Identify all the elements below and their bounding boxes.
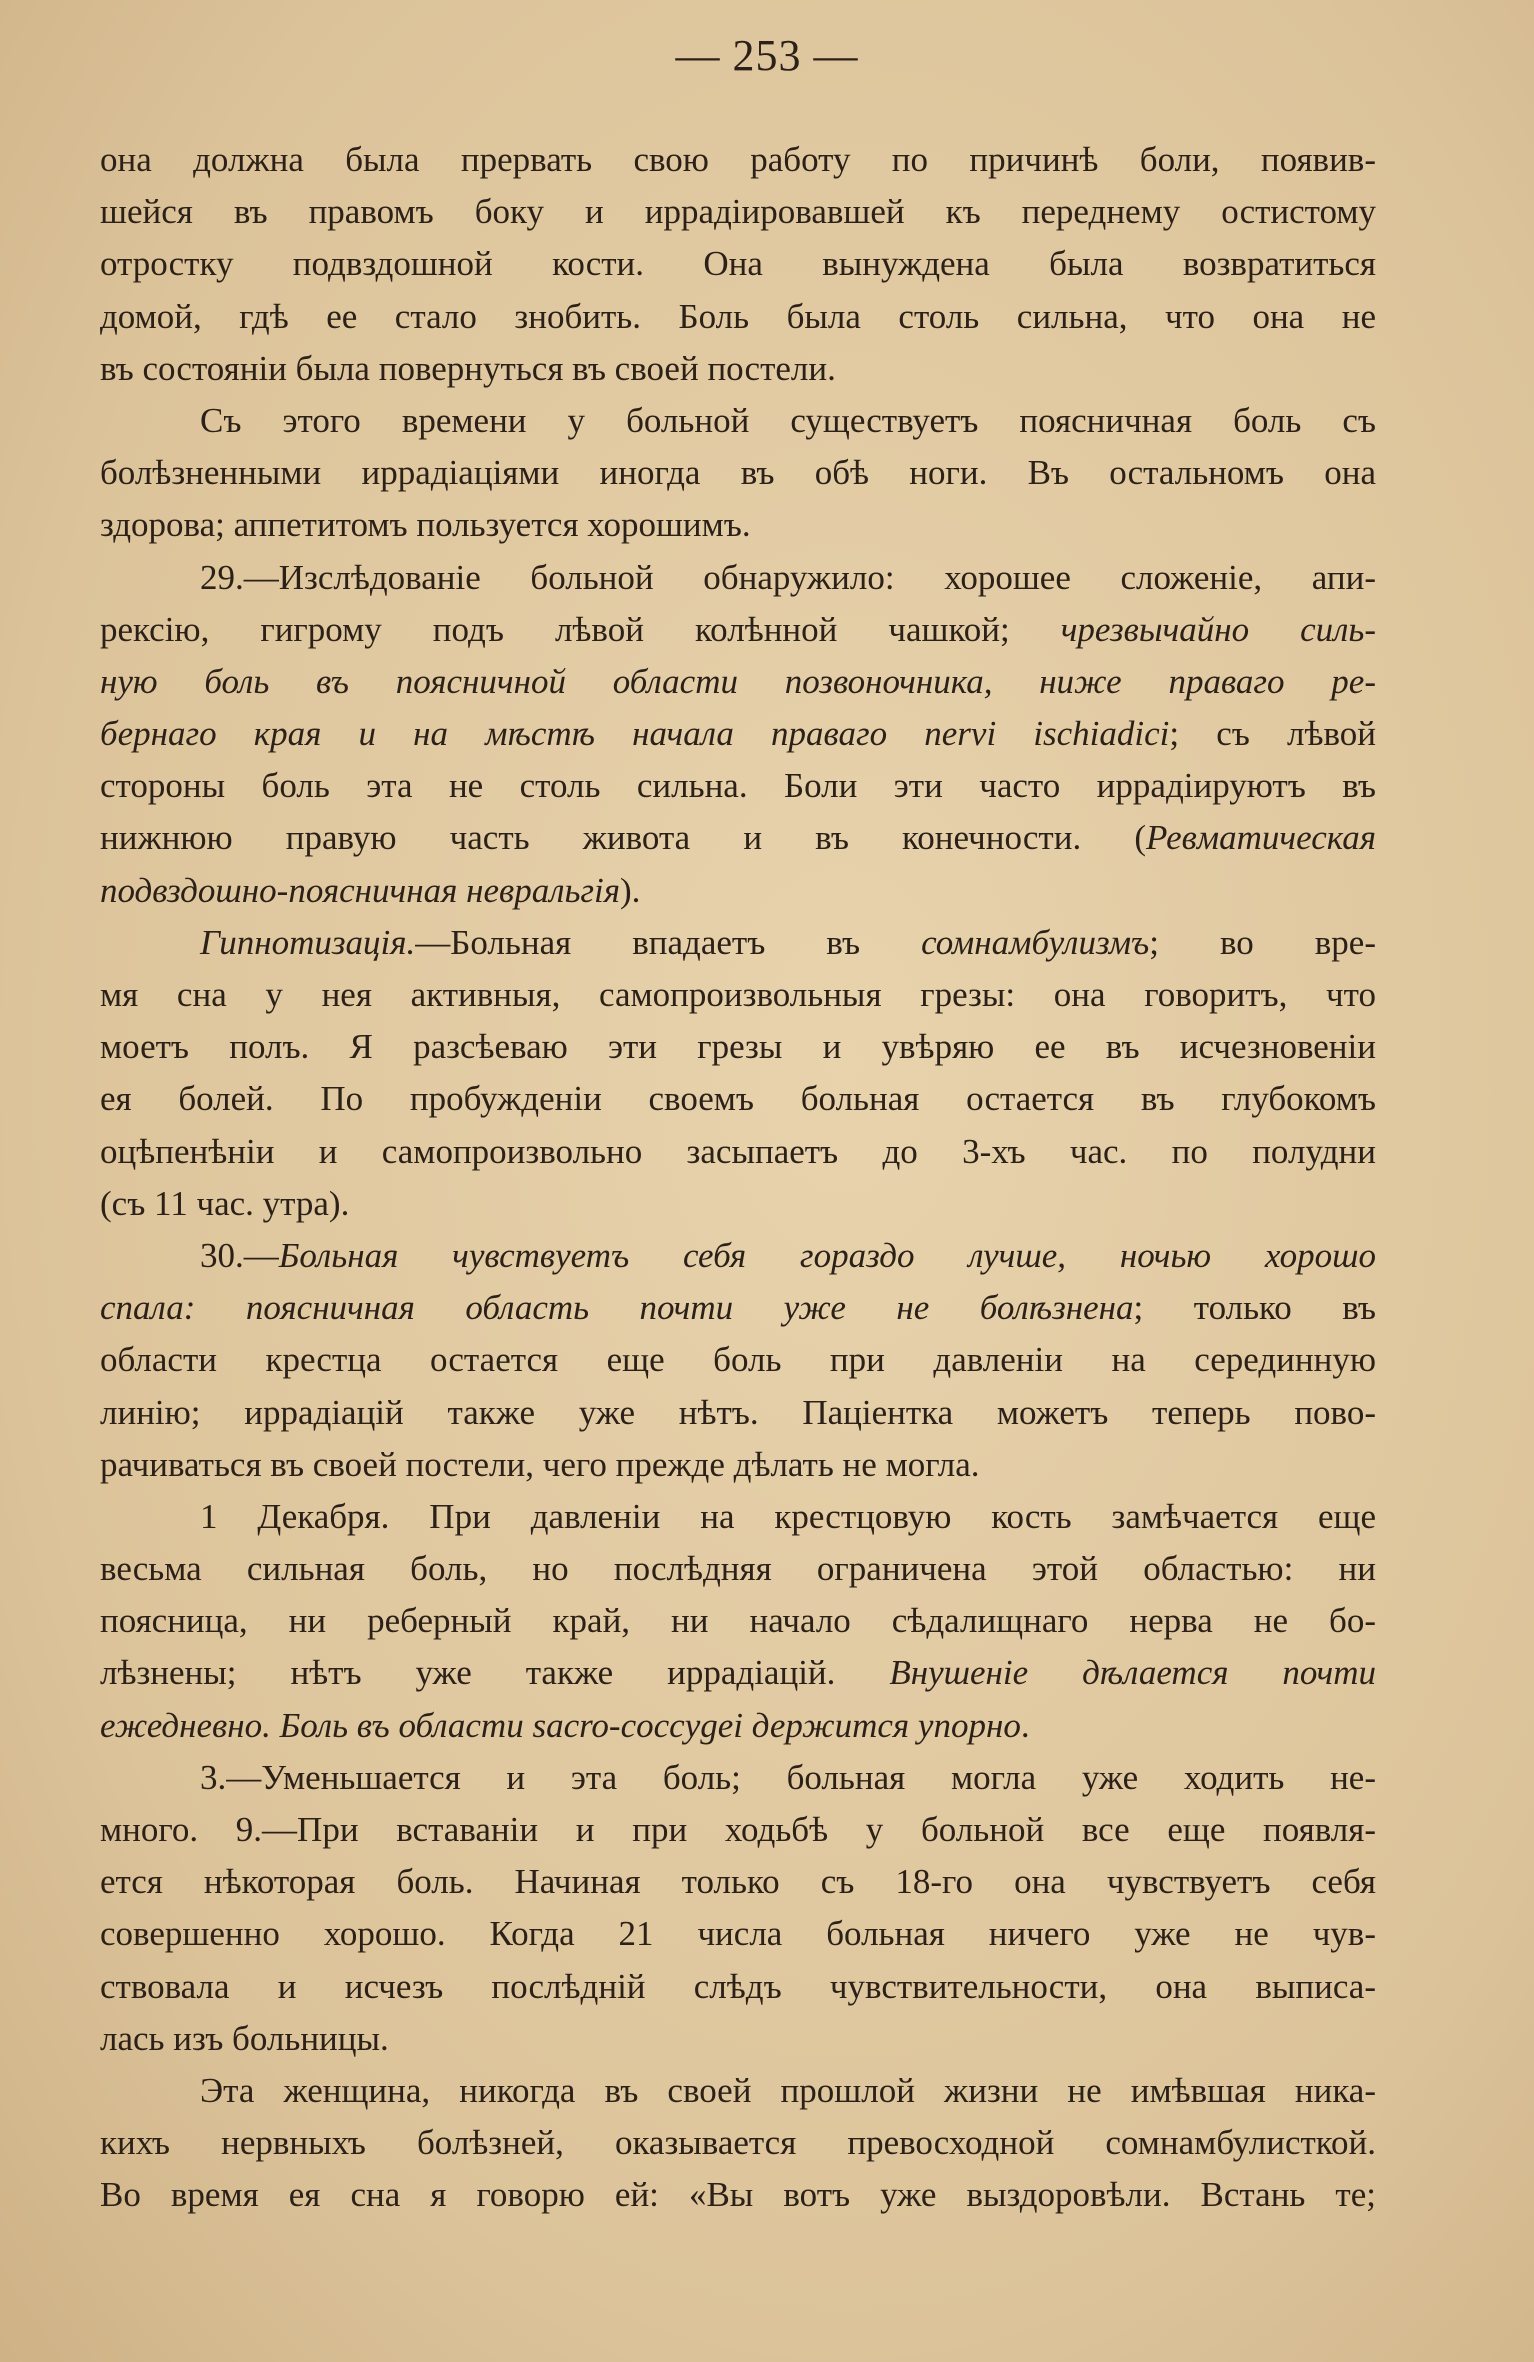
text-segment: ствовала и исчезъ послѣдній слѣдъ чувствительности, она выписа- (100, 1966, 1376, 2006)
text-segment: лась изъ больницы. (100, 2018, 389, 2058)
text-line (100, 1334, 1376, 1386)
text-segment: здорова; аппетитомъ пользуется хорошимъ. (100, 505, 751, 545)
text-line (100, 186, 1376, 238)
text-segment: домой, гдѣ ее стало знобить. Боль была столь сильна, что она не (100, 296, 1376, 336)
text-segment: (съ 11 час. утра). (100, 1183, 350, 1223)
italic-text: подвздошно-поясничная невральгія (100, 870, 621, 910)
text-line (100, 2117, 1376, 2169)
text-line (100, 499, 1376, 551)
text-line (100, 1543, 1376, 1595)
text-segment: ; только въ (1133, 1288, 1376, 1328)
text-line (100, 1491, 1376, 1543)
text-segment: —Больная впадаетъ въ (415, 922, 922, 962)
text-line (100, 552, 1376, 604)
italic-text: Больная чувствуетъ себя гораздо лучше, ночью хорошо (278, 1235, 1376, 1275)
text-segment: линію; иррадіацій также уже нѣтъ. Паціентка можетъ теперь пово- (100, 1392, 1376, 1432)
italic-text: Внушеніе дѣлается почти (889, 1653, 1376, 1693)
text-segment: много. 9.—При вставаніи и при ходьбѣ у больной все еще появля- (100, 1810, 1376, 1849)
italic-text: бернаго края и на мѣстѣ начала праваго nervi ischiadici (100, 714, 1170, 754)
italic-text: Ревматическая (1145, 818, 1376, 858)
text-segment: ется нѣкоторая боль. Начиная только съ 18-го она чувствуетъ себя (100, 1862, 1376, 1902)
text-line (100, 1230, 1376, 1282)
text-line (100, 1126, 1376, 1178)
text-line (100, 1439, 1376, 1491)
text-line (100, 395, 1376, 447)
text-line (100, 604, 1376, 656)
text-segment: нижнюю правую часть живота и въ конечности. ( (100, 818, 1146, 858)
text-line (100, 2065, 1376, 2117)
text-segment: Эта женщина, никогда въ своей прошлой жизни не имѣвшая ника- (200, 2070, 1376, 2110)
text-line (100, 1282, 1376, 1334)
text-segment: оцѣпенѣніи и самопроизвольно засыпаетъ до 3-хъ час. по полудни (100, 1131, 1376, 1171)
italic-text: ежедневно. Боль въ области sacro-coccygei держится упорно (100, 1705, 1021, 1745)
text-line (100, 1961, 1376, 2013)
text-segment: ). (620, 870, 641, 910)
text-segment: 29.—Изслѣдованіе больной обнаружило: хорошее сложеніе, апи- (200, 557, 1376, 597)
text-segment: стороны боль эта не столь сильна. Боли эти часто иррадіируютъ въ (100, 766, 1376, 806)
page-body-text (100, 134, 1376, 2222)
text-segment: Съ этого времени у больной существуетъ поясничная боль съ (200, 400, 1376, 440)
text-line (100, 134, 1376, 186)
text-segment: въ состояніи была повернуться въ своей постели. (100, 348, 836, 388)
text-line (100, 1595, 1376, 1647)
text-line (100, 447, 1376, 499)
text-line (100, 238, 1376, 290)
text-line (100, 812, 1376, 864)
text-line (100, 656, 1376, 708)
text-segment: Во время ея сна я говорю ей: «Вы вотъ уже выздоровѣли. Встань те; (100, 2175, 1376, 2215)
text-segment: ея болей. По пробужденіи своемъ больная остается въ глубокомъ (100, 1079, 1376, 1119)
text-line (100, 1856, 1376, 1908)
text-line (100, 865, 1376, 917)
text-line (100, 1178, 1376, 1230)
text-line (100, 1647, 1376, 1699)
text-line (100, 760, 1376, 812)
text-segment: 30.— (200, 1235, 279, 1275)
text-segment: ; во вре- (1149, 922, 1376, 962)
text-line (100, 1804, 1376, 1856)
text-line (100, 1387, 1376, 1439)
italic-text: спала: поясничная область почти уже не болѣзнена (100, 1288, 1134, 1328)
text-segment: 3.—Уменьшается и эта боль; больная могла уже ходить не- (200, 1757, 1376, 1797)
text-segment: она должна была прервать свою работу по причинѣ боли, появив- (100, 140, 1376, 179)
text-line (100, 2169, 1376, 2221)
italic-text: чрезвычайно силь- (1060, 609, 1377, 649)
text-line (100, 2013, 1376, 2065)
text-segment: болѣзненными иррадіаціями иногда въ обѣ ноги. Въ остальномъ она (100, 453, 1376, 493)
text-segment: моетъ полъ. Я разсѣеваю эти грезы и увѣряю ее въ исчезновеніи (100, 1027, 1376, 1067)
text-line (100, 917, 1376, 969)
text-line (100, 969, 1376, 1021)
text-segment: поясница, ни реберный край, ни начало сѣдалищнаго нерва не бо- (100, 1601, 1376, 1641)
text-line (100, 1752, 1376, 1804)
text-segment: совершенно хорошо. Когда 21 числа больная ничего уже не чув- (100, 1914, 1376, 1954)
text-segment: области крестца остается еще боль при давленіи на серединную (100, 1340, 1376, 1380)
italic-text: ную боль въ поясничной области позвоночника, ниже праваго ре- (100, 661, 1376, 701)
page-number: — 253 — (675, 31, 859, 80)
text-segment: рексію, гигрому подъ лѣвой колѣнной чашкой; (100, 609, 1061, 649)
text-segment: ; съ лѣвой (1169, 714, 1376, 754)
text-segment: 1 Декабря. При давленіи на крестцовую кость замѣчается еще (200, 1496, 1376, 1536)
text-segment: лѣзнены; нѣтъ уже также иррадіацій. (100, 1653, 890, 1693)
italic-text: сомнамбулизмъ (921, 922, 1150, 962)
text-line (100, 343, 1376, 395)
italic-text: Гипнотизація. (200, 922, 416, 962)
text-segment: кихъ нервныхъ болѣзней, оказывается превосходной сомнамбулисткой. (100, 2123, 1376, 2163)
text-line (100, 1021, 1376, 1073)
text-segment: весьма сильная боль, но послѣдняя ограничена этой областью: ни (100, 1549, 1376, 1589)
text-line (100, 708, 1376, 760)
text-line (100, 1073, 1376, 1125)
text-line (100, 1908, 1376, 1960)
text-line (100, 291, 1376, 343)
text-segment: отростку подвздошной кости. Она вынуждена была возвратиться (100, 244, 1376, 284)
text-segment: шейся въ правомъ боку и иррадіировавшей къ переднему остистому (100, 192, 1376, 232)
text-segment: мя сна у нея активныя, самопроизвольныя грезы: она говоритъ, что (100, 975, 1376, 1014)
text-segment: рачиваться въ своей постели, чего прежде дѣлать не могла. (100, 1444, 980, 1484)
text-segment: . (1020, 1705, 1030, 1745)
text-line (100, 1700, 1376, 1752)
